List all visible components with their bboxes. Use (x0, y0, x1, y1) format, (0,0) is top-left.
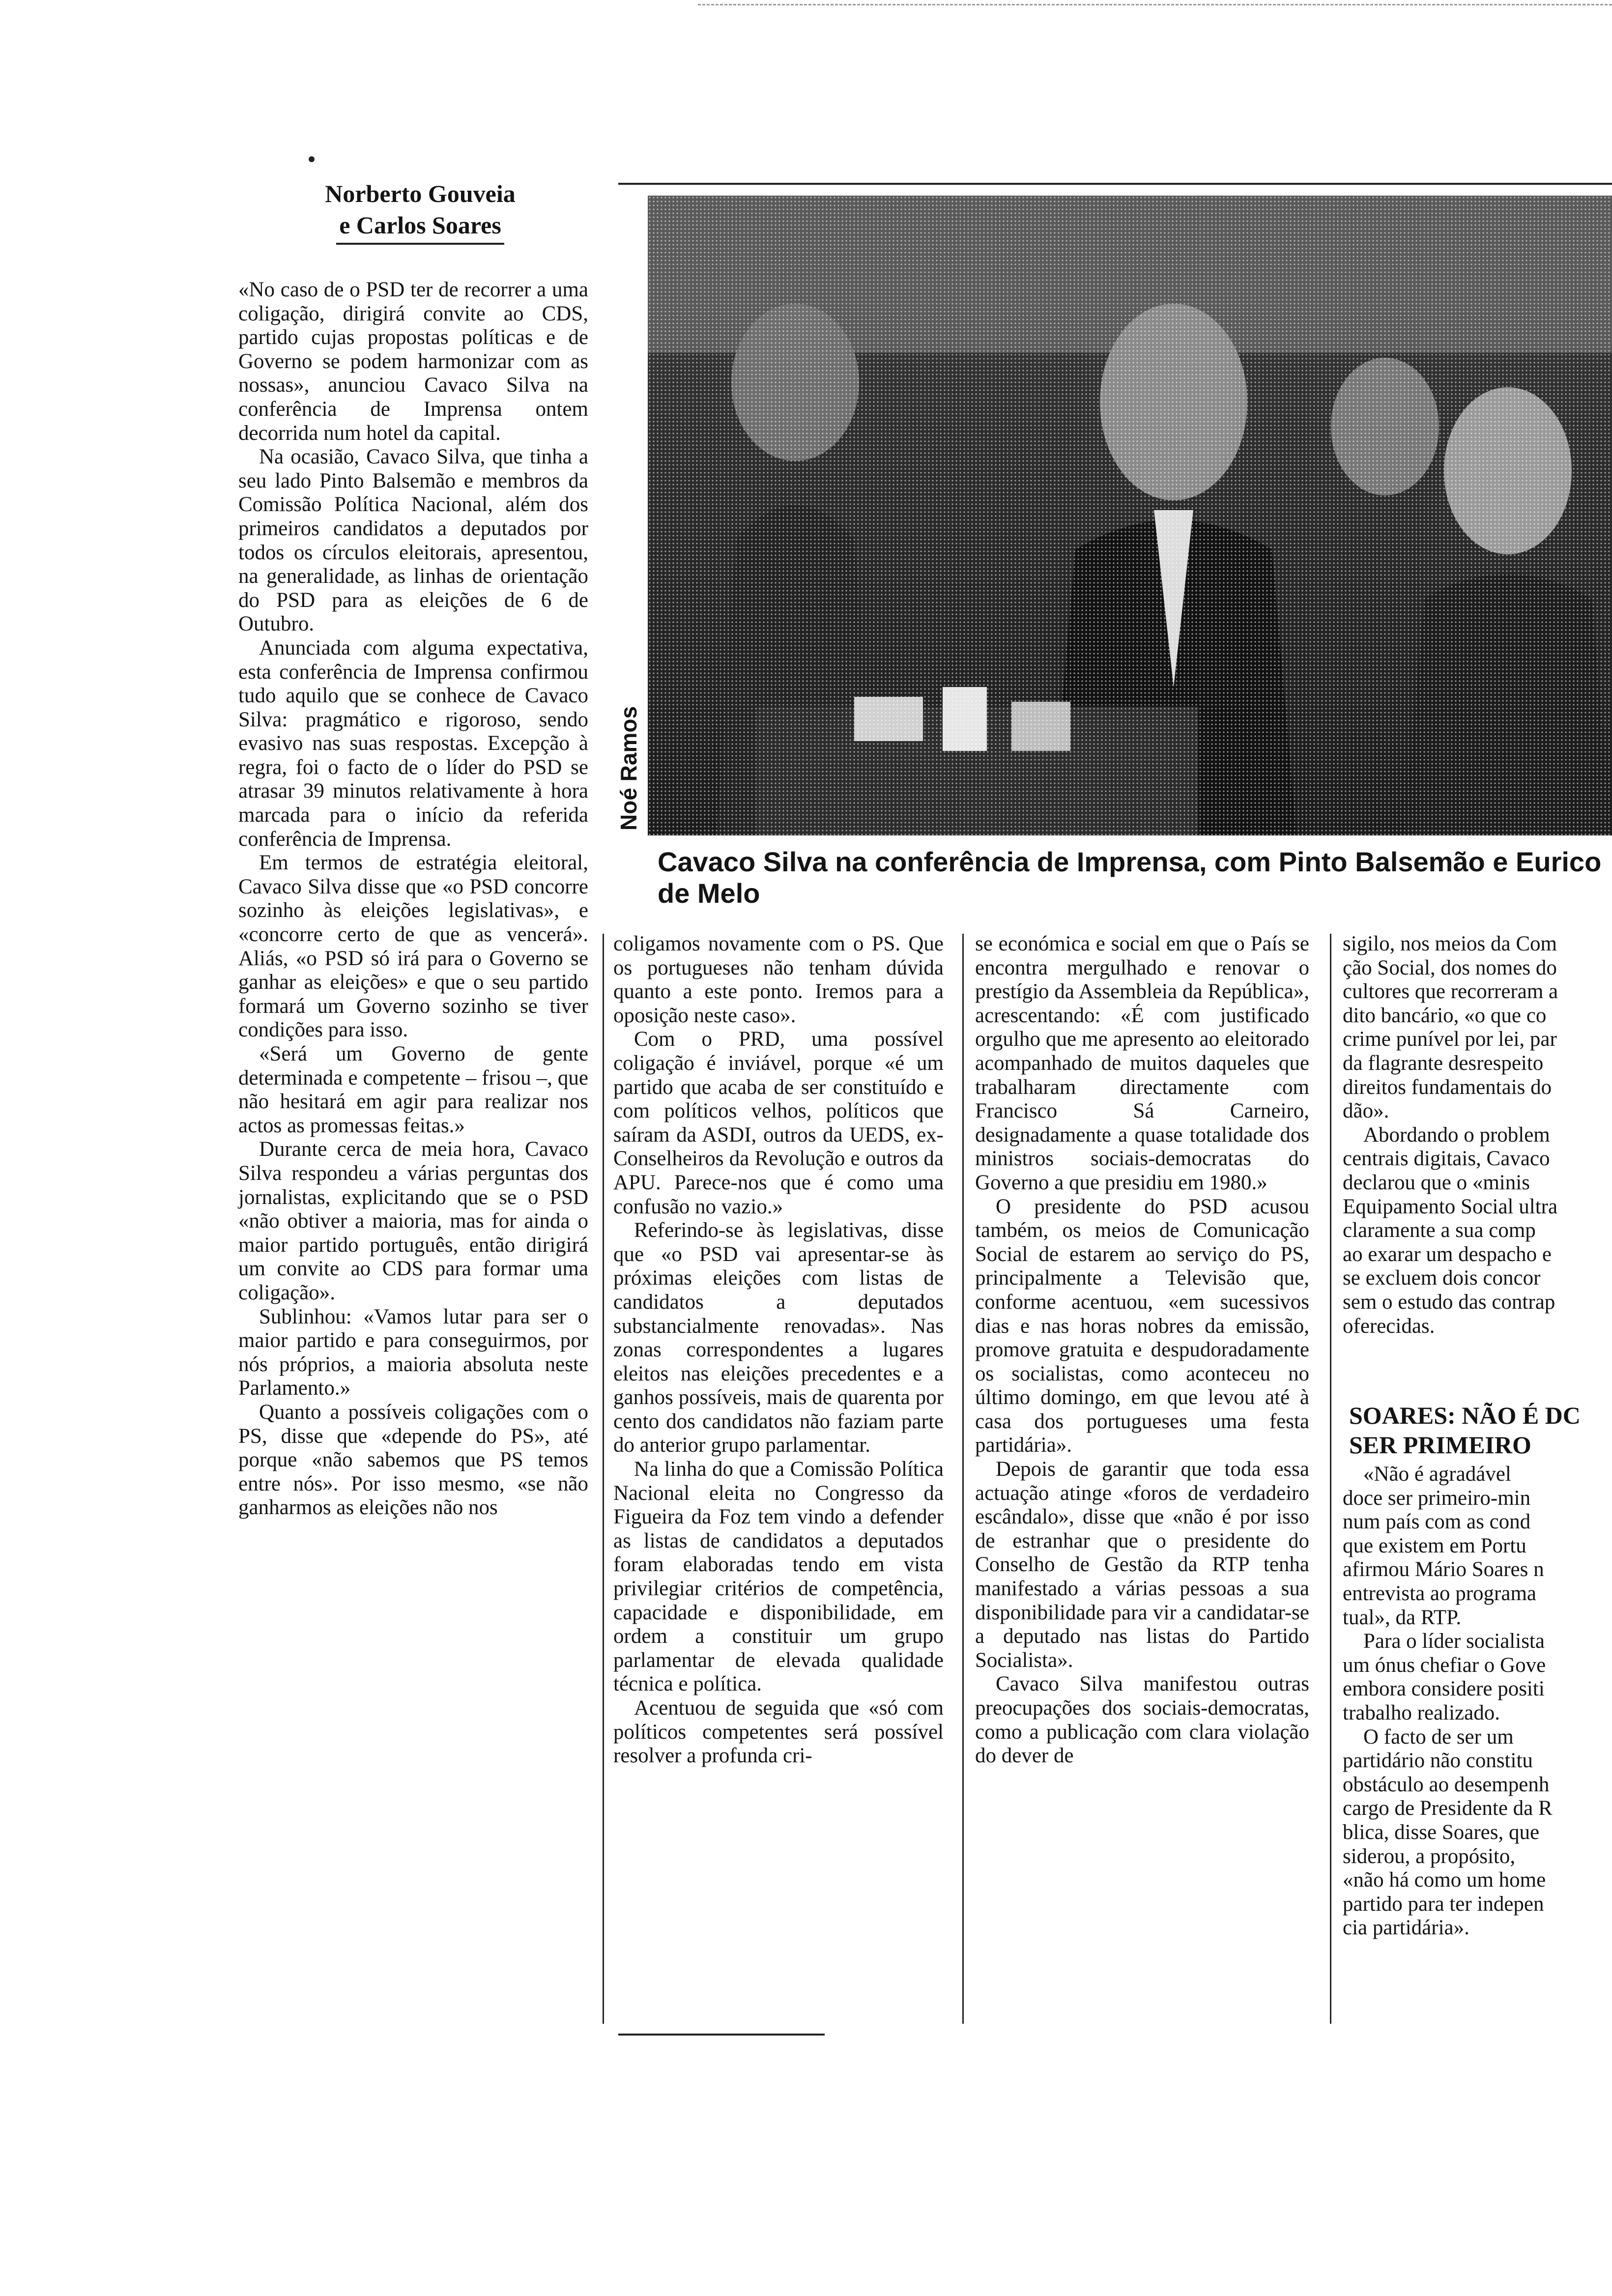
line: Equipamento Social ultra (1343, 1195, 1558, 1218)
line: num país com as cond (1343, 1510, 1531, 1534)
line: Abordando o problem (1363, 1123, 1550, 1147)
line: um ónus chefiar o Gove (1343, 1653, 1546, 1677)
line: ao exarar um despacho e (1343, 1242, 1552, 1266)
article-column-4 (1343, 932, 1612, 1338)
paragraph: Em termos de estratégia eleitoral, Cavaco Silva disse que «o PSD concorre sozinho às eleições legislativas», e «concorre certo de que as vencerá». Aliás, «o PSD só irá para o Governo se ganhar as eleições» e que o seu partido formará um Governo sozinho se tiver condições para isso. (238, 851, 588, 1042)
line: crime punível por lei, par (1343, 1028, 1557, 1051)
subhead-line-2: SER PRIMEIRO (1349, 1431, 1531, 1459)
line: O facto de ser um (1363, 1725, 1514, 1749)
paragraph: O presidente do PSD acusou também, os meios de Comunicação Social de estarem ao serviço do PS, principalmente a Televisão que, conforme acentuou, «em sucessivos dias e nas horas nobres da emissão, promove gratuita e despudoradamente os socialistas, como aconteceu no último domingo, em que levou até à casa dos portugueses uma festa partidária». (975, 1195, 1309, 1457)
photo-credit-text: Noé Ramos (616, 706, 641, 831)
line: doce ser primeiro-min (1343, 1486, 1531, 1510)
column-divider (962, 934, 964, 2024)
paragraph: Na ocasião, Cavaco Silva, que tinha a seu lado Pinto Balsemão e membros da Comissão Política Nacional, além dos primeiros candidatos a deputados por todos os círculos eleitorais, apresentou, na generalidade, as linhas de orientação do PSD para as eleições de 6 de Outubro. (238, 445, 588, 636)
press-conference-photo (648, 196, 1612, 835)
line: se excluem dois concor (1343, 1266, 1541, 1290)
line: embora considere positi (1343, 1677, 1545, 1701)
paragraph: «No caso de o PSD ter de recorrer a uma coligação, dirigirá convite ao CDS, partido cujas propostas políticas e de Governo se podem harmonizar com as nossas», anunciou Cavaco Silva na conferência de Imprensa ontem decorrida num hotel da capital. (238, 278, 588, 445)
subhead-line-1: SOARES: NÃO É DC (1349, 1402, 1581, 1429)
article-column-4-continued (1343, 1463, 1612, 1940)
paragraph: Com o PRD, uma possível coligação é inviável, porque «é um partido que acaba de ser constituído e com políticos velhos, políticos que saíram da ASDI, outros da UEDS, ex-Conselheiros da Revolução e outros da APU. Parece-nos que é como uma confusão no vazio.» (613, 1028, 944, 1218)
line: centrais digitais, Cavaco (1343, 1147, 1550, 1171)
line: sem o estudo das contrap (1343, 1290, 1555, 1314)
line: cultores que recorreram a (1343, 980, 1558, 1004)
byline (305, 178, 536, 245)
paragraph: «Será um Governo de gente determinada e competente – frisou –, que não hesitará em agir para realizar nos actos as promessas feitas.» (238, 1042, 588, 1137)
paragraph: Referindo-se às legislativas, disse que «o PSD vai apresentar-se às próximas eleições com listas de candidatos a deputados substancialmente renovadas». Nas zonas correspondentes a lugares eleitos nas eleições precedentes e a ganhos possíveis, mais de quarenta por cento dos candidatos não faziam parte do anterior grupo parlamentar. (613, 1219, 944, 1457)
line: siderou, a propósito, (1343, 1844, 1516, 1868)
line: dito bancário, «o que co (1343, 1004, 1547, 1027)
paragraph: Quanto a possíveis coligações com o PS, disse que «depende do PS», até porque «não sabemos que PS temos entre nós». Por isso mesmo, «se não ganharmos as eleições não nos (238, 1400, 588, 1520)
paragraph: coligamos novamente com o PS. Que os portugueses não tenham dúvida quanto a este ponto. Iremos para a oposição neste caso». (613, 932, 944, 1027)
article-column-1 (238, 278, 588, 1520)
paragraph: Depois de garantir que toda essa actuação atinge «foros de verdadeiro escândalo», disse que «não é por isso de estranhar que o presidente do Conselho de Gestão da RTP tenha manifestado a várias pessoas a sua disponibilidade para vir a candidatar-se a deputado nas listas do Partido Socialista». (975, 1458, 1309, 1672)
line: declarou que o «minis (1343, 1171, 1530, 1194)
line: partidário não constitu (1343, 1749, 1533, 1773)
line: Para o líder socialista (1363, 1630, 1545, 1653)
top-rule-photo (618, 183, 1612, 185)
line: trabalho realizado. (1343, 1701, 1500, 1724)
line: afirmou Mário Soares n (1343, 1558, 1544, 1581)
line: partido para ter indepen (1343, 1892, 1544, 1916)
line: oferecidas. (1343, 1314, 1435, 1338)
paragraph: Durante cerca de meia hora, Cavaco Silva respondeu a várias perguntas dos jornalistas, explicitando que se o PSD «não obtiver a maioria, mas for ainda o maior partido português, então dirigirá um convite ao CDS para formar uma coligação». (238, 1138, 588, 1304)
article-column-2 (613, 932, 944, 1768)
bottom-rule (618, 2034, 825, 2036)
photo-halftone-illustration (648, 196, 1612, 835)
column-divider (603, 934, 604, 2024)
byline-line-1: Norberto Gouveia (325, 180, 516, 207)
line: que existem em Portu (1343, 1534, 1526, 1557)
paragraph: se económica e social em que o País se encontra mergulhado e renovar o prestígio da Assembleia da República», acrescentando: «É com justificado orgulho que me apresento ao eleitorado acompanhado de muitos daqueles que trabalharam directamente com Francisco Sá Carneiro, designadamente a quase totalidade dos ministros sociais-democratas do Governo a que presidiu em 1980.» (975, 932, 1309, 1194)
paragraph: Anunciada com alguma expectativa, esta conferência de Imprensa confirmou tudo aquilo que se conhece de Cavaco Silva: pragmático e rigoroso, sendo evasivo nas suas respostas. Excepção à regra, foi o facto de o líder do PSD se atrasar 39 minutos relativamente à hora marcada para o início da referida conferência de Imprensa. (238, 636, 588, 851)
paragraph: Cavaco Silva manifestou outras preocupações dos sociais-democratas, como a publicação com clara violação do dever de (975, 1672, 1309, 1768)
paragraph: Na linha do que a Comissão Política Nacional eleita no Congresso da Figueira da Foz tem vindo a defender as listas de candidatos a deputados foram elaboradas tendo em vista privilegiar critérios de competência, capacidade e disponibilidade, em ordem a constituir um grupo parlamentar de elevada qualidade técnica e política. (613, 1458, 944, 1696)
photo-caption: Cavaco Silva na conferência de Imprensa, com Pinto Balsemão e Eurico de Melo (658, 846, 1602, 909)
line: tual», da RTP. (1343, 1606, 1462, 1629)
line: «Não é agradável (1363, 1463, 1511, 1486)
paragraph: Acentuou de seguida que «só com políticos competentes será possível resolver a profunda cri- (613, 1696, 944, 1768)
line: obstáculo ao desempenh (1343, 1773, 1550, 1796)
photo-credit (612, 683, 642, 840)
line: da flagrante desrespeito (1343, 1051, 1544, 1075)
decorative-dot (309, 156, 315, 162)
line: entrevista ao programa (1343, 1581, 1536, 1605)
line: cia partidária». (1343, 1916, 1469, 1940)
top-dashed-rule (698, 4, 1612, 5)
line: «não há como um home (1343, 1868, 1546, 1892)
line: claramente a sua comp (1343, 1219, 1536, 1242)
line: blica, disse Soares, que (1343, 1820, 1540, 1844)
line: dão». (1343, 1099, 1389, 1123)
line: direitos fundamentais do (1343, 1075, 1552, 1099)
byline-line-2: e Carlos Soares (336, 209, 504, 245)
line: sigilo, nos meios da Com (1343, 932, 1557, 955)
section-subhead (1349, 1401, 1612, 1460)
line: ção Social, dos nomes do (1343, 956, 1557, 979)
paragraph: Sublinhou: «Vamos lutar para ser o maior partido e para conseguirmos, por nós próprios, a maioria absoluta neste Parlamento.» (238, 1305, 588, 1400)
column-divider (1330, 934, 1331, 2024)
article-column-3 (975, 932, 1309, 1768)
line: cargo de Presidente da R (1343, 1797, 1553, 1820)
